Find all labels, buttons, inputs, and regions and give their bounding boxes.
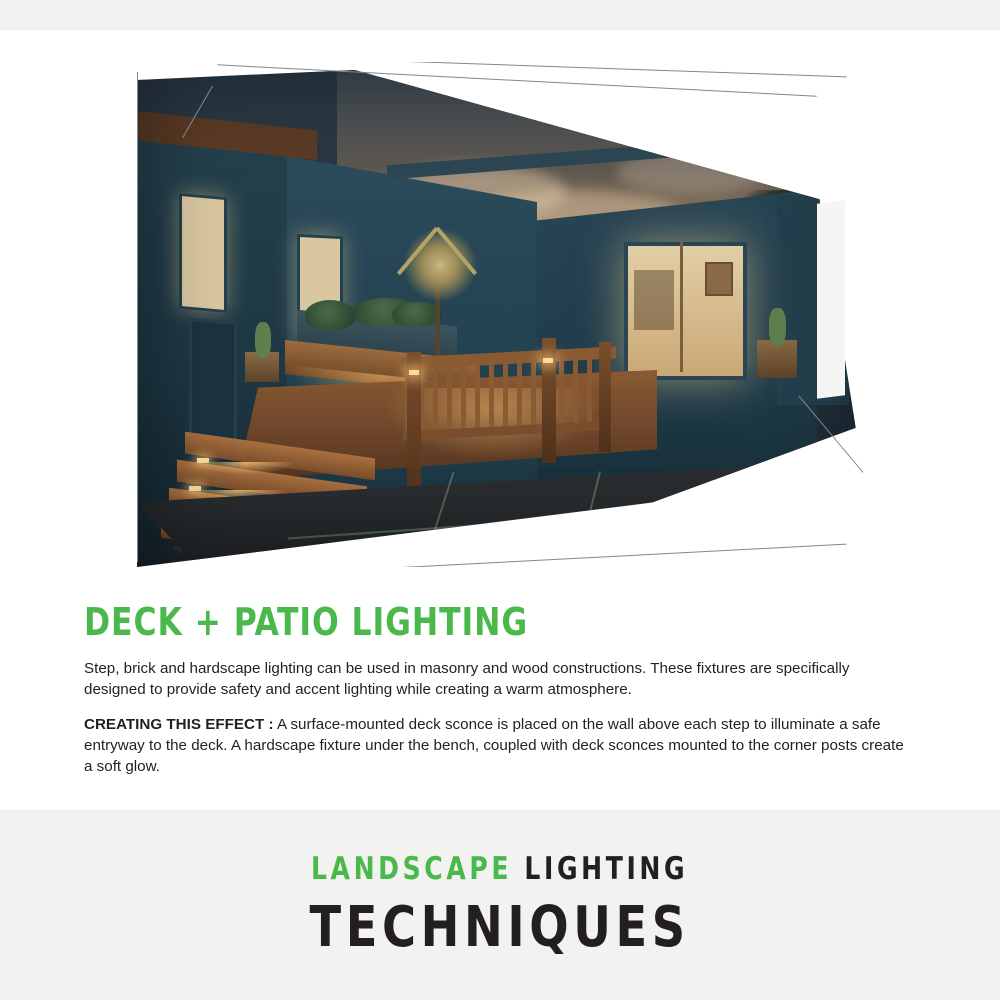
white-cutaway-panel [817,200,845,398]
footer-word-landscape: LANDSCAPE [311,850,513,887]
effect-paragraph [84,714,914,777]
interior-picture-frame [705,262,733,296]
footer-word-lighting: LIGHTING [524,850,689,887]
illustration-deck-patio-night-render [137,62,863,567]
cactus [769,308,786,346]
intro-paragraph: Step, brick and hardscape lighting can be used in masonry and wood constructions. These fixtures are specifically designed to provide safety and accent lighting while creating a warm atmosphere. [84,660,850,698]
door-mullion [680,242,683,372]
outline-edge [137,72,138,562]
window [179,193,227,313]
page-title: DECK + PATIO LIGHTING [84,600,529,644]
deck-sconce-fixture [189,486,201,491]
railing-post [599,342,611,452]
cactus [255,322,271,358]
footer [0,810,1000,1000]
text-content [84,600,924,791]
post-sconce-fixture [409,370,419,375]
railing-corner-post [542,338,556,463]
effect-label: CREATING THIS EFFECT : [84,716,274,733]
effect-description: A surface-mounted deck sconce is placed on the wall above each step to illuminate a safe entryway to the deck. A hardscape fixture under the bench, coupled with deck sconces mounted to the corner posts create a soft glow. [84,716,904,775]
scene [137,70,863,567]
step-light-glow [197,462,293,474]
footer-title-line-1 [311,851,688,887]
palm-plant [395,220,485,310]
deck-sconce-fixture [197,458,209,463]
shrub [305,300,355,330]
door-interior-shadow [634,270,674,330]
footer-title-line-2: TECHNIQUES [309,894,691,960]
post-sconce-fixture [543,358,553,363]
render-frame [137,62,863,567]
